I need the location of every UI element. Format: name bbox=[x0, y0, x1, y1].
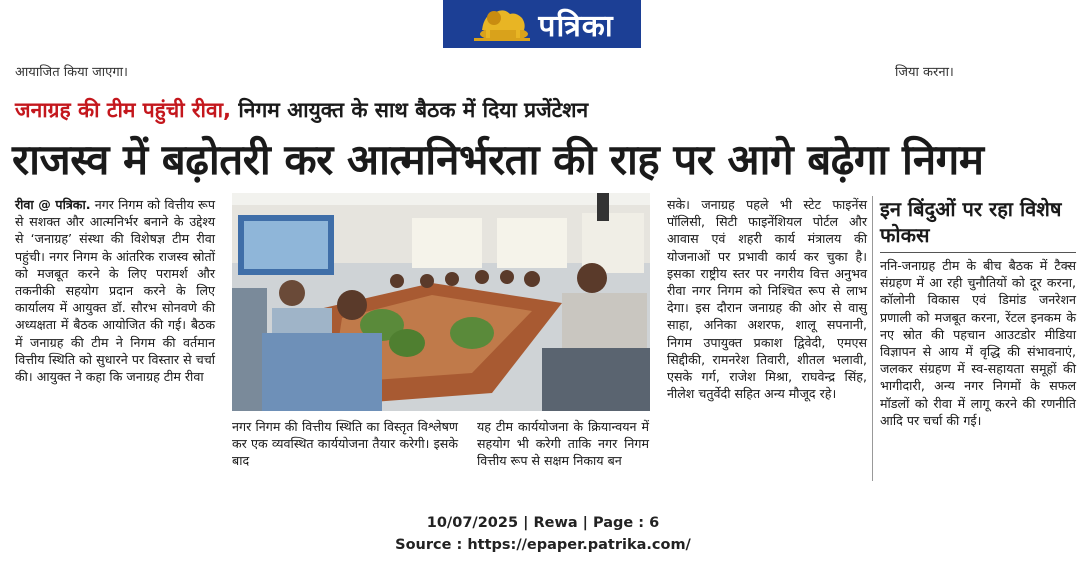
masthead bbox=[443, 0, 641, 48]
footer-date-line: 10/07/2025 | Rewa | Page : 6 bbox=[426, 515, 660, 531]
article-column-1 bbox=[15, 196, 215, 481]
article-text-1: नगर निगम को वित्तीय रूप से सशक्त और आत्मनिर्भर बनाने के उद्देश्य से ‘जनाग्रह’ संस्था की विशेषज्ञ टीम रीवा पहुंची। नगर निगम के आंतरिक राजस्व स्रोतों को मजबूत करने के लिए परामर्श और तकनीकी सहयोग प्रदान करने के लिए कार्यालय में आयुक्त डॉ. सौरभ सोनवणे की अध्यक्षता में बैठक आयोजित की गई। बैठक में जनाग्रह की टीम ने निगम की वर्तमान वित्तीय स्थिति को सुधारने पर विस्तार से चर्चा की। आयुक्त ने कहा कि जनाग्रह टीम रीवा bbox=[15, 197, 215, 385]
sidebox-title: इन बिंदुओं पर रहा विशेष फोकस bbox=[880, 196, 1076, 253]
meeting-photo bbox=[232, 193, 650, 411]
sidebox-text: ननि-जनाग्रह टीम के बीच बैठक में टैक्स संग्रहण में आ रही चुनौतियों को दूर करना, कॉलोनी विकास एवं डिमांड जनरेशन प्रणाली को मजबूत करना, रेंटल इनकम के नए स्रोत की पहचान आउटडोर मीडिया विज्ञापन से आय में वृद्धि की संभावनाएं, जलकर संग्रहण में स्व-सहायता समूहों की भागीदारी, अन्य नगर निगमों के सफल मॉडलों को रीवा में लागू करने की रणनीति आदि पर चर्चा की गई। bbox=[880, 258, 1076, 428]
kicker bbox=[15, 96, 588, 124]
top-strip-right: जिया करना। bbox=[895, 65, 954, 80]
footer bbox=[0, 512, 1086, 556]
article-column-4: सके। जनाग्रह पहले भी स्टेट फाइनेंस पॉलिसी, सिटी फाइनेंशियल पोर्टल और आवास एवं शहरी कार्य मंत्रालय की योजनाओं पर प्रभावी कार्य कर चुका है। इसका राष्ट्रीय स्तर पर नगरीय वित्त अनुभव रीवा नगर निगम को निश्चित रूप से लाभ देगा। इस दौरान जनाग्रह की ओर से वासु साहा, अनिका अशरफ, शालू सपनानी, निगम उपायुक्त प्रकाश द्विवेदी, एमएस सिद्दीकी, रामनरेश तिवारी, शीतल भलावी, एसके गर्ग, राजेश मिश्रा, राघवेन्द्र सिंह, नीलेश चतुर्वेदी सहित अन्य मौजूद रहे। bbox=[667, 197, 867, 402]
article-column-3: यह टीम कार्ययोजना के क्रियान्वयन में सहयोग भी करेगी ताकि नगर निगम वित्तीय रूप से सक्षम निकाय बन bbox=[477, 419, 649, 469]
column-divider bbox=[872, 196, 873, 481]
lion-icon bbox=[470, 4, 532, 44]
headline: राजस्व में बढ़ोतरी कर आत्मनिर्भरता की राह पर आगे बढ़ेगा निगम bbox=[12, 135, 984, 184]
footer-source-line: Source : https://epaper.patrika.com/ bbox=[395, 537, 691, 553]
kicker-rest: निगम आयुक्त के साथ बैठक में दिया प्रजेंटेशन bbox=[231, 98, 589, 122]
brand-name: पत्रिका bbox=[538, 8, 614, 44]
dateline: रीवा @ पत्रिका. bbox=[15, 197, 91, 212]
article-column-2: नगर निगम की वित्तीय स्थिति का विस्तृत विश्लेषण कर एक व्यवस्थित कार्ययोजना तैयार करेगी। इसके बाद bbox=[232, 419, 458, 469]
kicker-highlight: जनाग्रह की टीम पहुंची रीवा, bbox=[15, 98, 232, 122]
top-strip bbox=[15, 62, 1075, 80]
focus-sidebox bbox=[880, 196, 1076, 429]
top-strip-left: आयाजित किया जाएगा। bbox=[15, 65, 128, 80]
